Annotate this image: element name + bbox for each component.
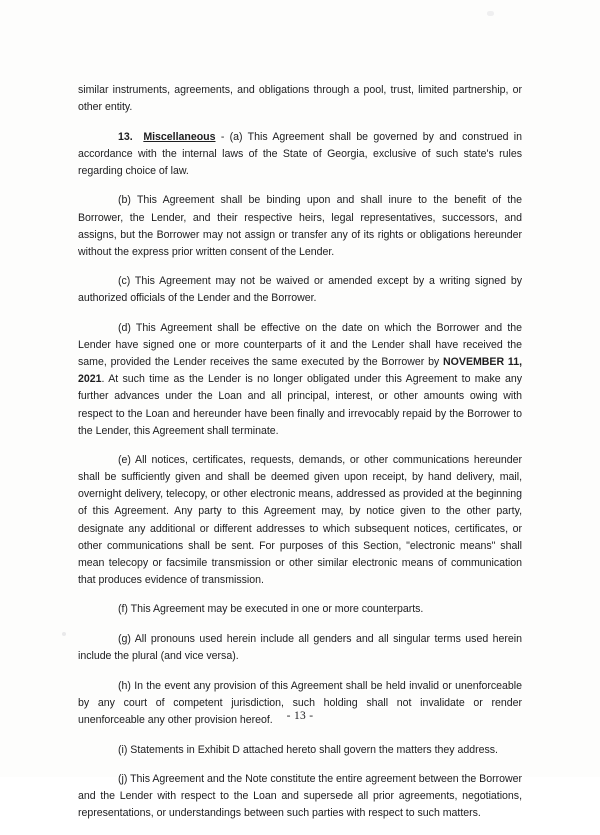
paragraph-clause-h: (h) In the event any provision of this Agreement shall be held invalid or unenforceable by any court of competent jurisdiction, such holding shall not invalidate or render unenforceable any other provision hereof. <box>78 679 522 726</box>
scan-artifact-speck <box>487 11 494 16</box>
paragraph-section-13-miscellaneous <box>78 129 522 180</box>
paragraph-clause-b: (b) This Agreement shall be binding upon and shall inure to the benefit of the Borrower, the Lender, and their respective heirs, legal representatives, successors, and assigns, but the Borrower may not assign or transfer any of its rights or obligations hereunder without the express prior written consent of the Lender. <box>78 194 522 258</box>
paragraph-clause-g: (g) All pronouns used herein include all genders and all singular terms used herein include the plural (and vice versa). <box>78 633 522 663</box>
paragraph-clause-i: (i) Statements in Exhibit D attached hereto shall govern the matters they address. <box>118 743 498 756</box>
paragraph-clause-f: (f) This Agreement may be executed in one or more counterparts. <box>118 603 424 616</box>
deadline-date: NOVEMBER 11, 2021 <box>78 356 523 386</box>
section-number-space <box>133 131 144 143</box>
paragraph-clause-e: (e) All notices, certificates, requests, demands, or other communications hereunder shall be sufficiently given and shall be deemed given upon receipt, by hand delivery, mail, overnight delivery, telecopy, or other electronic means, addressed as provided at the beginning of this Agreement. Any party to this Agreement may, by notice given to the other party, designate any additional or different addresses to which subsequent notices, certificates, or other communications shall be sent. For purposes of this Section, "electronic means" shall mean telecopy or facsimile transmission or other similar electronic means of communication that produces evidence of transmission. <box>78 454 522 586</box>
paragraph-clause-d <box>78 320 522 440</box>
paragraph-clause-j: (j) This Agreement and the Note constitute the entire agreement between the Borrower and the Lender with respect to the Loan and supersede all prior agreements, negotiations, representations, or understandings between such parties with respect to such matters. <box>78 773 522 820</box>
clause-d-text-after-date: . At such time as the Lender is no longer obligated under this Agreement to make any further advances under the Loan and all principal, interest, or other amounts owing with respect to the Loan and hereunder have been finally and irrevocably repaid by the Borrower to the Lender, this Agreement shall terminate. <box>78 373 522 437</box>
section-heading-miscellaneous: Miscellaneous <box>143 130 216 143</box>
paragraph-clause-c: (c) This Agreement may not be waived or amended except by a writing signed by authorized officials of the Lender and the Borrower. <box>78 275 522 305</box>
section-13-body-text: - (a) This Agreement shall be governed by and construed in accordance with the internal laws of the State of Georgia, exclusive of such state's rules regarding choice of law. <box>78 130 522 177</box>
scan-artifact-speck-secondary <box>62 632 66 636</box>
section-number: 13. <box>118 130 133 143</box>
page-number: - 13 - <box>286 710 314 722</box>
clause-d-text-before-date: (d) This Agreement shall be effective on the date on which the Borrower and the Lender have signed one or more counterparts of it and the Lender shall have received the same, provided the Lender receives the same executed by the Borrower by <box>78 322 522 369</box>
paragraph-continuation: similar instruments, agreements, and obligations through a pool, trust, limited partnership, or other entity. <box>78 84 522 114</box>
